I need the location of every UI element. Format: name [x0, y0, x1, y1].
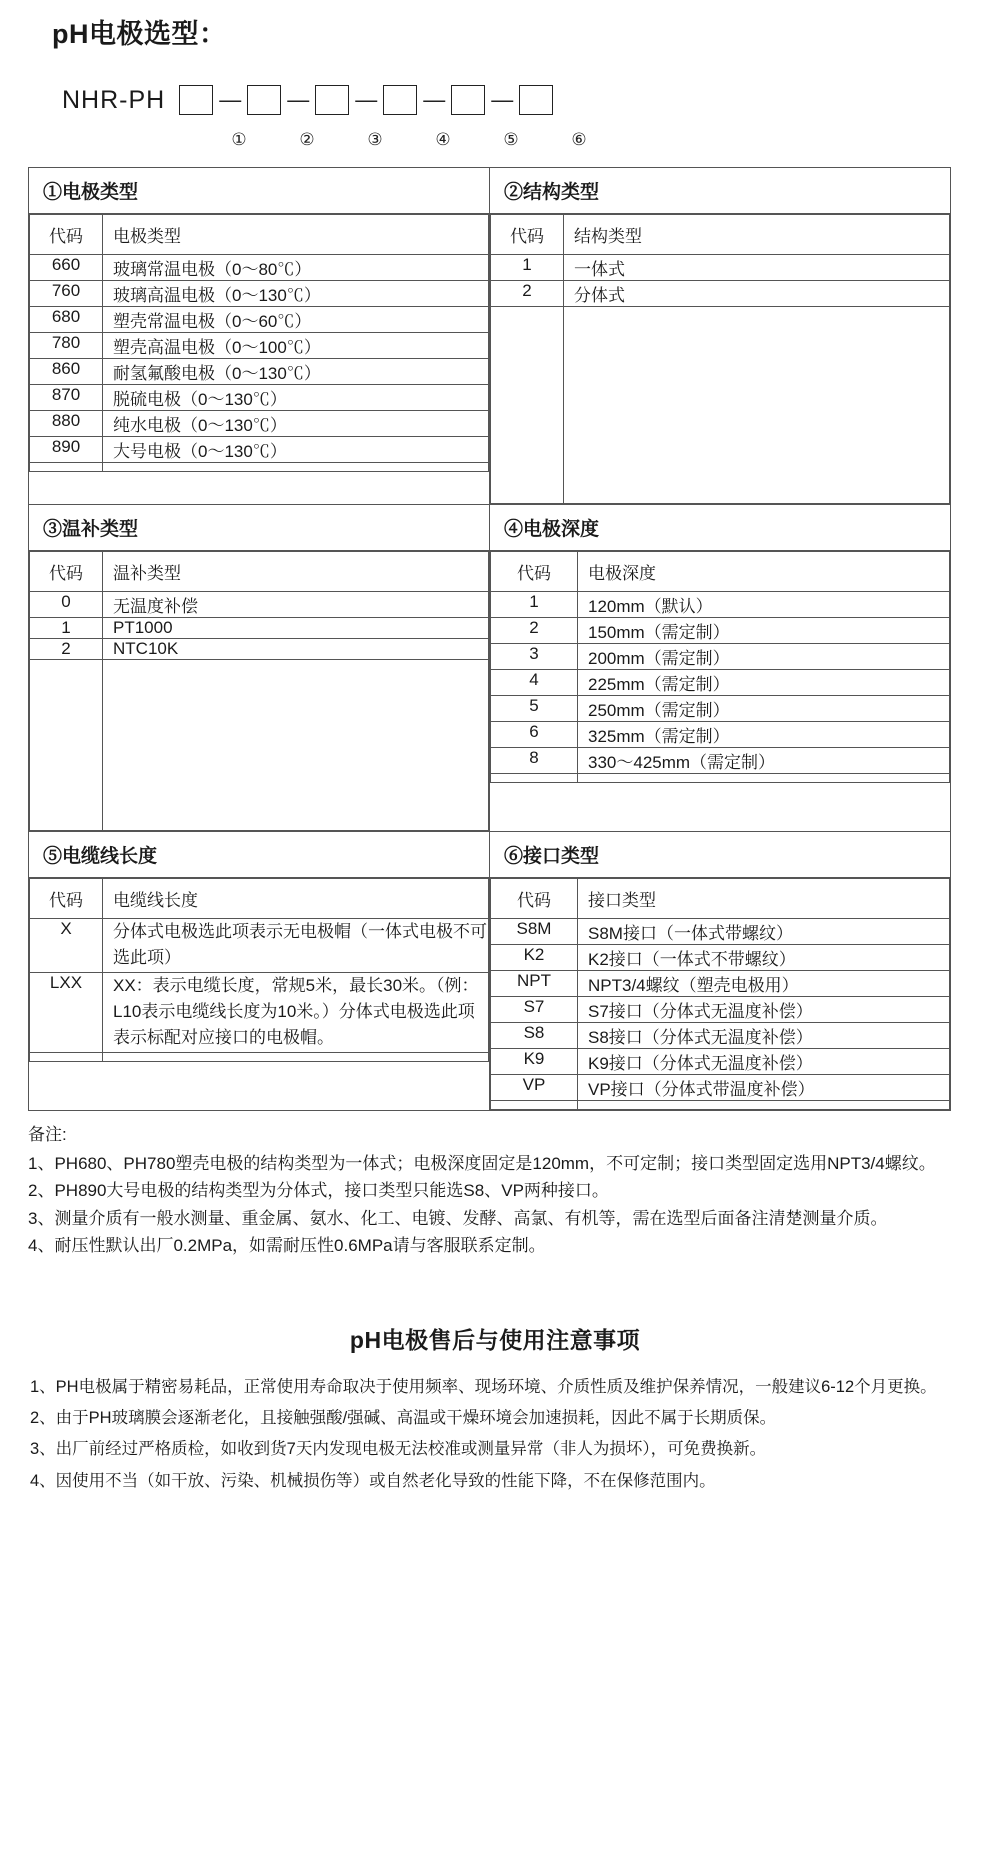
section-electrode-depth	[490, 505, 951, 832]
row-desc: 250mm（需定制）	[578, 696, 950, 722]
pad-cell	[491, 1101, 578, 1110]
table-row[interactable]	[30, 281, 489, 307]
model-box-4[interactable]	[383, 85, 417, 115]
table-pad	[30, 660, 489, 831]
row-desc: S8M接口（一体式带螺纹）	[578, 919, 950, 945]
model-box-6[interactable]	[519, 85, 553, 115]
page-title: pH电极选型：	[52, 19, 227, 49]
model-dash-2: —	[287, 87, 310, 112]
model-index-2: ②	[299, 130, 315, 149]
section-6-table	[490, 878, 950, 1110]
row-code: K2	[491, 945, 578, 971]
spec-row-1	[29, 168, 951, 505]
section-2-heading: ②结构类型	[490, 168, 950, 214]
row-desc: S8接口（分体式无温度补偿）	[578, 1023, 950, 1049]
row-code: 2	[491, 281, 564, 307]
after-sales-item: 1、PH电极属于精密易耗品，正常使用寿命取决于使用频率、现场环境、介质性质及维护保养情况，一般建议6-12个月更换。	[30, 1377, 937, 1396]
table-row[interactable]	[30, 255, 489, 281]
selection-spec-table	[28, 167, 951, 1111]
table-row[interactable]	[491, 670, 950, 696]
col-header-desc: 接口类型	[578, 879, 950, 919]
col-header-code: 代码	[30, 215, 103, 255]
col-header-code: 代码	[491, 552, 578, 592]
section-4-table	[490, 551, 950, 783]
table-row[interactable]	[30, 333, 489, 359]
row-code: S8M	[491, 919, 578, 945]
model-dash-4: —	[423, 87, 446, 112]
section-6-heading: ⑥接口类型	[490, 832, 950, 878]
row-desc: 大号电极（0～130℃）	[103, 437, 489, 463]
section-1-table	[29, 214, 489, 472]
model-dash-1: —	[219, 87, 242, 112]
row-code: 880	[30, 411, 103, 437]
col-header-desc: 结构类型	[564, 215, 950, 255]
after-sales-item: 3、出厂前经过严格质检，如收到货7天内发现电极无法校准或测量异常（非人为损坏），可免费换新。	[30, 1440, 767, 1459]
model-code-row	[62, 79, 990, 121]
pad-cell	[103, 1052, 489, 1061]
section-structure-type	[490, 168, 951, 505]
row-desc: S7接口（分体式无温度补偿）	[578, 997, 950, 1023]
notes-block	[28, 1121, 958, 1260]
note-item: 4、耐压性默认出厂0.2MPa，如需耐压性0.6MPa请与客服联系定制。	[28, 1236, 546, 1256]
model-index-6: ⑥	[571, 130, 587, 149]
section-interface-type	[490, 832, 951, 1111]
row-desc: VP接口（分体式带温度补偿）	[578, 1075, 950, 1101]
table-row[interactable]	[30, 592, 489, 618]
table-row[interactable]	[30, 618, 489, 639]
table-header-row	[491, 552, 950, 592]
model-index-4: ④	[435, 130, 451, 149]
table-pad	[30, 463, 489, 472]
section-5-heading: ⑤电缆线长度	[29, 832, 489, 878]
col-header-code: 代码	[30, 879, 103, 919]
section-cable-length	[29, 832, 490, 1111]
section-5-table	[29, 878, 489, 1062]
row-desc: NTC10K	[103, 639, 489, 660]
row-desc: 分体式	[564, 281, 950, 307]
document-page	[0, 12, 990, 1854]
row-desc: 塑壳常温电极（0～60℃）	[103, 307, 489, 333]
pad-cell	[578, 1101, 950, 1110]
model-index-row	[62, 127, 990, 153]
col-header-desc: 电极深度	[578, 552, 950, 592]
table-row[interactable]	[30, 919, 489, 973]
model-box-2[interactable]	[247, 85, 281, 115]
table-row[interactable]	[491, 919, 950, 945]
table-header-row	[30, 879, 489, 919]
row-desc: 225mm（需定制）	[578, 670, 950, 696]
section-3-table	[29, 551, 489, 831]
col-header-desc: 电极类型	[103, 215, 489, 255]
pad-cell	[564, 307, 950, 504]
notes-heading: 备注:	[28, 1125, 67, 1144]
table-row[interactable]	[491, 618, 950, 644]
row-desc: K9接口（分体式无温度补偿）	[578, 1049, 950, 1075]
section-electrode-type	[29, 168, 490, 505]
table-row[interactable]	[491, 722, 950, 748]
table-row[interactable]	[491, 696, 950, 722]
col-header-code: 代码	[491, 215, 564, 255]
row-desc: 玻璃高温电极（0～130℃）	[103, 281, 489, 307]
pad-cell	[491, 307, 564, 504]
model-box-3[interactable]	[315, 85, 349, 115]
row-code: 1	[491, 592, 578, 618]
model-index-3: ③	[367, 130, 383, 149]
col-header-code: 代码	[30, 552, 103, 592]
row-code: 3	[491, 644, 578, 670]
table-row[interactable]	[491, 748, 950, 774]
row-code: NPT	[491, 971, 578, 997]
table-row[interactable]	[491, 281, 950, 307]
row-desc: K2接口（一体式不带螺纹）	[578, 945, 950, 971]
row-desc: 330～425mm（需定制）	[578, 748, 950, 774]
table-row[interactable]	[491, 971, 950, 997]
table-header-row	[491, 215, 950, 255]
section-1-heading: ①电极类型	[29, 168, 489, 214]
model-index-1: ①	[231, 130, 247, 149]
pad-cell	[578, 774, 950, 783]
table-row[interactable]	[30, 359, 489, 385]
row-code: 0	[30, 592, 103, 618]
model-prefix: NHR-PH	[62, 85, 166, 114]
row-code: 8	[491, 748, 578, 774]
table-pad	[491, 307, 950, 504]
table-row[interactable]	[30, 411, 489, 437]
row-code: X	[30, 919, 103, 973]
row-code: 2	[30, 639, 103, 660]
row-code: 660	[30, 255, 103, 281]
pad-cell	[30, 463, 103, 472]
pad-cell	[103, 660, 489, 831]
table-header-row	[491, 879, 950, 919]
col-header-desc: 电缆线长度	[103, 879, 489, 919]
col-header-code: 代码	[491, 879, 578, 919]
row-desc: 分体式电极选此项表示无电极帽（一体式电极不可选此项）	[103, 919, 489, 973]
table-row[interactable]	[491, 1049, 950, 1075]
pad-cell	[103, 463, 489, 472]
table-row[interactable]	[30, 385, 489, 411]
table-header-row	[30, 215, 489, 255]
row-code: S8	[491, 1023, 578, 1049]
row-code: 6	[491, 722, 578, 748]
row-code: VP	[491, 1075, 578, 1101]
model-dash-5: —	[491, 87, 514, 112]
row-code: 780	[30, 333, 103, 359]
row-code: 890	[30, 437, 103, 463]
table-row[interactable]	[30, 639, 489, 660]
table-header-row	[30, 552, 489, 592]
section-temp-comp-type	[29, 505, 490, 832]
section-2-table	[490, 214, 950, 504]
row-code: 1	[30, 618, 103, 639]
row-code: 680	[30, 307, 103, 333]
row-desc: 脱硫电极（0～130℃）	[103, 385, 489, 411]
row-code: 760	[30, 281, 103, 307]
row-code: 2	[491, 618, 578, 644]
col-header-desc: 温补类型	[103, 552, 489, 592]
row-desc: NPT3/4螺纹（塑壳电极用）	[578, 971, 950, 997]
row-desc: 玻璃常温电极（0～80℃）	[103, 255, 489, 281]
table-row[interactable]	[491, 255, 950, 281]
section-4-heading: ④电极深度	[490, 505, 950, 551]
row-code: 4	[491, 670, 578, 696]
note-item: 3、测量介质有一般水测量、重金属、氨水、化工、电镀、发酵、高氯、有机等，需在选型后面备注清楚测量介质。	[28, 1208, 888, 1228]
section-3-heading: ③温补类型	[29, 505, 489, 551]
model-box-5[interactable]	[451, 85, 485, 115]
row-desc: 纯水电极（0～130℃）	[103, 411, 489, 437]
row-desc: 一体式	[564, 255, 950, 281]
row-desc: 200mm（需定制）	[578, 644, 950, 670]
table-row[interactable]	[30, 972, 489, 1052]
row-code: 1	[491, 255, 564, 281]
row-desc: PT1000	[103, 618, 489, 639]
table-row[interactable]	[491, 945, 950, 971]
model-dash-3: —	[355, 87, 378, 112]
table-row[interactable]	[491, 592, 950, 618]
row-desc: 120mm（默认）	[578, 592, 950, 618]
table-row[interactable]	[491, 1023, 950, 1049]
table-row[interactable]	[491, 1075, 950, 1101]
row-code: 5	[491, 696, 578, 722]
row-desc: 耐氢氟酸电极（0～130℃）	[103, 359, 489, 385]
after-sales-block	[30, 1373, 960, 1496]
note-item: 1、PH680、PH780塑壳电极的结构类型为一体式；电极深度固定是120mm，不可定制；接口类型固定选用NPT3/4螺纹。	[28, 1153, 936, 1173]
after-sales-item: 4、因使用不当（如干放、污染、机械损伤等）或自然老化导致的性能下降，不在保修范围内。	[30, 1471, 716, 1490]
table-row[interactable]	[491, 644, 950, 670]
row-code: S7	[491, 997, 578, 1023]
row-code: 860	[30, 359, 103, 385]
spec-row-3	[29, 832, 951, 1111]
pad-cell	[30, 1052, 103, 1061]
model-index-5: ⑤	[503, 130, 519, 149]
row-desc: 无温度补偿	[103, 592, 489, 618]
spec-row-2	[29, 505, 951, 832]
model-box-1[interactable]	[179, 85, 213, 115]
table-row[interactable]	[491, 997, 950, 1023]
pad-cell	[30, 660, 103, 831]
row-desc: 塑壳高温电极（0～100℃）	[103, 333, 489, 359]
table-pad	[491, 774, 950, 783]
table-row[interactable]	[30, 437, 489, 463]
row-code: LXX	[30, 972, 103, 1052]
table-row[interactable]	[30, 307, 489, 333]
row-desc: 325mm（需定制）	[578, 722, 950, 748]
table-pad	[30, 1052, 489, 1061]
row-code: K9	[491, 1049, 578, 1075]
after-sales-title: pH电极售后与使用注意事项	[349, 1326, 641, 1353]
note-item: 2、PH890大号电极的结构类型为分体式，接口类型只能选S8、VP两种接口。	[28, 1181, 609, 1201]
table-pad	[491, 1101, 950, 1110]
pad-cell	[491, 774, 578, 783]
row-desc: 150mm（需定制）	[578, 618, 950, 644]
after-sales-item: 2、由于PH玻璃膜会逐渐老化，且接触强酸/强碱、高温或干燥环境会加速损耗，因此不属于长期质保。	[30, 1409, 777, 1428]
row-desc: XX：表示电缆长度，常规5米，最长30米。（例：L10表示电缆线长度为10米。）分体式电极选此项表示标配对应接口的电极帽。	[103, 972, 489, 1052]
row-code: 870	[30, 385, 103, 411]
